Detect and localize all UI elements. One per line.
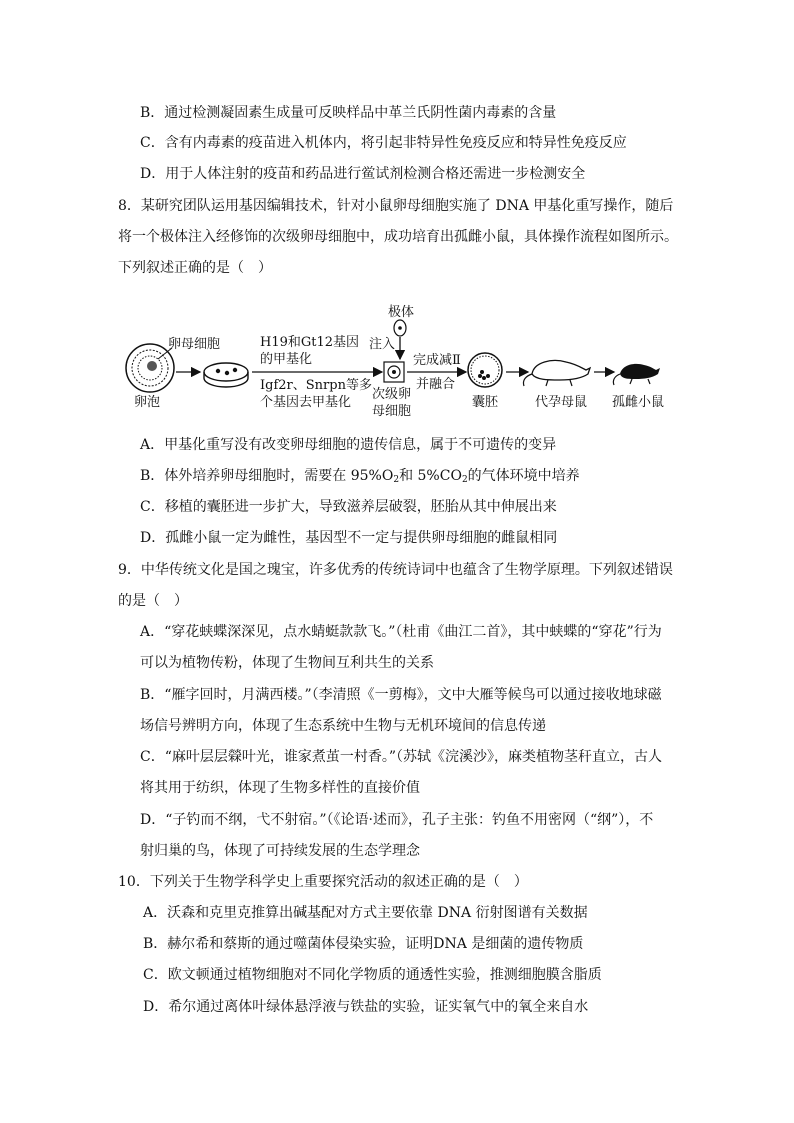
q8-option-a: A．甲基化重写没有改变卵母细胞的遗传信息，属于不可遗传的变异 bbox=[140, 437, 557, 453]
q10-option-d: D．希尔通过离体叶绿体悬浮液与铁盐的实验，证实氧气中的氧全来自水 bbox=[143, 999, 589, 1015]
q8-option-b-sub-1: 2 bbox=[393, 475, 400, 485]
culture-dish-icon bbox=[204, 363, 248, 387]
q9-option-c-line-2: 将其用于纺织，体现了生物多样性的直接价值 bbox=[140, 780, 420, 796]
methylation-label-1: H19和Gt12基因 bbox=[260, 335, 360, 350]
q8-flow-diagram bbox=[120, 296, 680, 426]
q8-option-b bbox=[140, 467, 580, 489]
meiosis-label-2: 并融合 bbox=[416, 377, 456, 392]
q8-stem-line-3: 下列叙述正确的是（ ） bbox=[118, 260, 272, 276]
q7-option-c: C．含有内毒素的疫苗进入机体内，将引起非特异性免疫反应和特异性免疫反应 bbox=[140, 135, 627, 151]
q8-stem-line-2: 将一个极体注入经修饰的次级卵母细胞中，成功培育出孤雌小鼠，具体操作流程如图所示。 bbox=[118, 229, 678, 245]
q9-option-c-line-1: C．“麻叶层层檾叶光，谁家煮茧一村香。”（苏轼《浣溪沙》，麻类植物茎秆直立，古人 bbox=[140, 749, 663, 765]
follicle-icon bbox=[126, 344, 174, 392]
q9-stem-line-2: 的是（ ） bbox=[118, 593, 188, 609]
follicle-label: 卵泡 bbox=[134, 395, 161, 410]
q8-option-b-pre: B．体外培养卵母细胞时，需要在 95%O bbox=[140, 468, 394, 484]
q8-option-b-post: 的气体环境中培养 bbox=[467, 468, 580, 484]
surrogate-mouse-icon bbox=[523, 361, 590, 387]
secondary-oocyte-label-2: 母细胞 bbox=[372, 404, 412, 419]
q9-option-a-line-1: A．“穿花蛱蝶深深见，点水蜻蜓款款飞。”（杜甫《曲江二首》，其中蛱蝶的“穿花”行为 bbox=[140, 624, 662, 640]
q8-option-b-sub-2: 2 bbox=[461, 475, 468, 485]
methylation-label-2: 的甲基化 bbox=[260, 352, 313, 367]
q7-option-b: B．通过检测凝固素生成量可反映样品中革兰氏阴性菌内毒素的含量 bbox=[140, 105, 557, 121]
blastocyst-label: 囊胚 bbox=[472, 395, 499, 410]
q9-option-d-line-1: D．“子钓而不纲，弋不射宿。”（《论语·述而》，孔子主张：钓鱼不用密网（“纲”），不 bbox=[140, 812, 654, 828]
secondary-oocyte-icon bbox=[384, 362, 404, 382]
demethylation-label-2: 个基因去甲基化 bbox=[260, 395, 352, 410]
q9-option-b-line-1: B．“雁字回时，月满西楼。”（李清照《一剪梅》，文中大雁等候鸟可以通过接收地球磁 bbox=[140, 687, 662, 703]
q9-option-d-line-2: 射归巢的鸟，体现了可持续发展的生态学理念 bbox=[140, 843, 420, 859]
polar-body-icon bbox=[394, 320, 406, 336]
blastocyst-icon bbox=[468, 353, 502, 387]
oocyte-label: 卵母细胞 bbox=[168, 337, 221, 352]
offspring-mouse-icon bbox=[613, 364, 660, 385]
q8-stem-line-1: 8．某研究团队运用基因编辑技术，针对小鼠卵母细胞实施了 DNA 甲基化重写操作，随后 bbox=[118, 198, 674, 214]
q10-stem: 10．下列关于生物学科学史上重要探究活动的叙述正确的是（ ） bbox=[118, 874, 528, 890]
meiosis-label-1: 完成减Ⅱ bbox=[413, 353, 461, 368]
q9-option-a-line-2: 可以为植物传粉，体现了生物间互利共生的关系 bbox=[140, 655, 434, 671]
offspring-label: 孤雌小鼠 bbox=[612, 395, 665, 410]
q7-option-d: D．用于人体注射的疫苗和药品进行鲎试剂检测合格还需进一步检测安全 bbox=[140, 166, 586, 182]
q9-stem-line-1: 9．中华传统文化是国之瑰宝，许多优秀的传统诗词中也蕴含了生物学原理。下列叙述错误 bbox=[118, 562, 673, 578]
q8-option-b-mid: 和 5%CO bbox=[399, 468, 462, 484]
demethylation-label-1: Igf2r、Snrpn等多 bbox=[260, 378, 372, 393]
q9-option-b-line-2: 场信号辨明方向，体现了生态系统中生物与无机环境间的信息传递 bbox=[140, 718, 546, 734]
inject-label: 注入 bbox=[369, 337, 396, 352]
q8-option-c: C．移植的囊胚进一步扩大，导致滋养层破裂，胚胎从其中伸展出来 bbox=[140, 499, 557, 515]
q10-option-c: C．欧文顿通过植物细胞对不同化学物质的通透性实验，推测细胞膜含脂质 bbox=[143, 967, 602, 983]
q10-option-a: A．沃森和克里克推算出碱基配对方式主要依靠 DNA 衍射图谱有关数据 bbox=[143, 905, 588, 921]
secondary-oocyte-label-1: 次级卵 bbox=[372, 387, 412, 402]
polar-body-label: 极体 bbox=[388, 305, 415, 320]
q10-option-b: B．赫尔希和蔡斯的通过噬菌体侵染实验，证明DNA 是细菌的遗传物质 bbox=[143, 936, 584, 952]
q8-option-d: D．孤雌小鼠一定为雌性，基因型不一定与提供卵母细胞的雌鼠相同 bbox=[140, 530, 558, 546]
surrogate-label: 代孕母鼠 bbox=[535, 395, 588, 410]
